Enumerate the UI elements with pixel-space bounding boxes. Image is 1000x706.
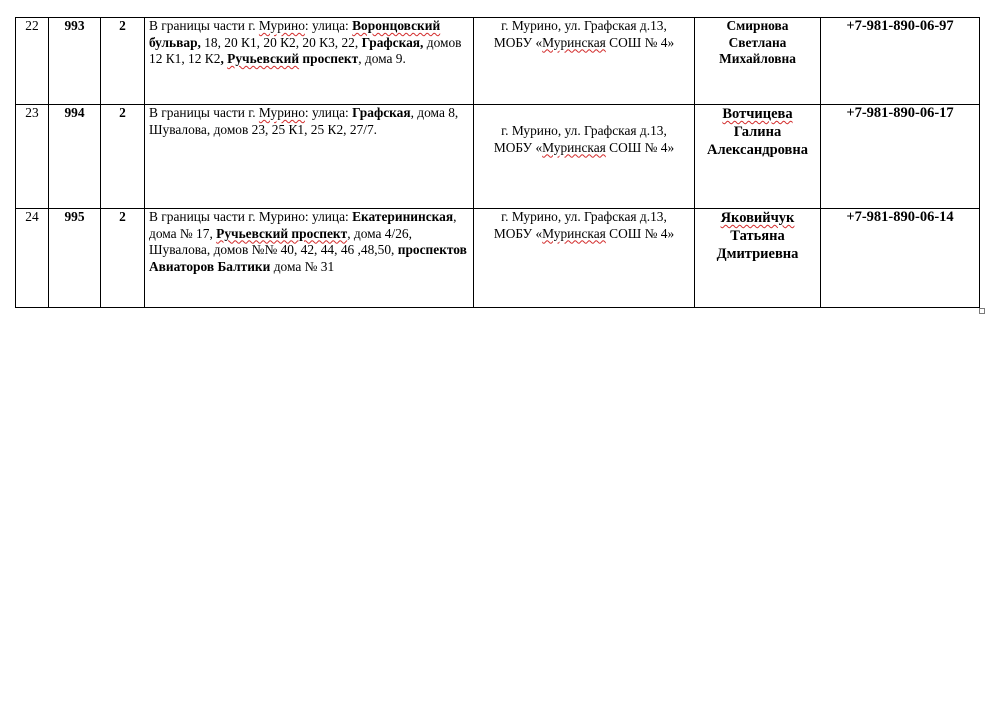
spellcheck-word: Муринская: [542, 225, 606, 241]
address-text: СОШ № 4»: [605, 34, 675, 50]
houses-text: дома № 31: [270, 258, 335, 274]
address-text: СОШ № 4»: [605, 139, 675, 155]
address-line: г. Мурино, ул. Графская д.13,: [501, 18, 667, 33]
houses-text: домов 12 К1, 12 К2: [149, 34, 462, 66]
person-surname: Вотчицева: [722, 106, 793, 122]
address-line: [478, 35, 690, 52]
precinct-code-cell: 993: [49, 18, 101, 105]
address-text: МОБУ «: [493, 34, 543, 50]
person-first-name: Галина: [733, 124, 782, 140]
person-patronymic: Дмитриевна: [716, 246, 799, 262]
row-number-cell: 24: [16, 209, 49, 308]
table-row: [16, 209, 980, 308]
street-name: Ручьевский: [227, 51, 300, 66]
person-cell: [695, 18, 821, 105]
street-separator: ,: [220, 51, 228, 66]
phone-cell: +7-981-890-06-14: [821, 209, 980, 308]
person-surname: Смирнова: [726, 18, 789, 33]
houses-text: , дома 4/26, Шувалова, домов №№ 40, 42, 44, 46 ,48,50,: [149, 225, 412, 257]
seats-cell: 2: [101, 105, 145, 209]
person-first-name: Татьяна: [730, 228, 785, 244]
person-surname: Яковийчук: [720, 210, 795, 226]
boundaries-text: В границы части г. Мурино: улица:: [149, 209, 353, 224]
seats-cell: 2: [101, 18, 145, 105]
boundaries-cell: [145, 105, 474, 209]
boundaries-cell: [145, 18, 474, 105]
address-line: [478, 140, 690, 157]
address-text: МОБУ «: [493, 225, 543, 241]
street-name: Ручьевский проспект: [216, 225, 348, 241]
person-patronymic: Михайловна: [719, 51, 796, 66]
address-text: МОБУ «: [493, 139, 543, 155]
boundaries-text: : улица:: [304, 105, 353, 120]
precinct-code-cell: 994: [49, 105, 101, 209]
street-name: Графская: [352, 105, 411, 120]
street-name: бульвар,: [149, 34, 201, 50]
table-resize-handle[interactable]: [979, 308, 985, 314]
row-number-cell: 23: [16, 105, 49, 209]
houses-text: 18, 20 К1, 20 К2, 20 К3, 22,: [200, 34, 362, 50]
houses-text: , дома № 17,: [149, 209, 457, 241]
person-cell: [695, 105, 821, 209]
boundaries-text: : улица:: [304, 18, 353, 33]
person-cell: [695, 209, 821, 308]
precinct-table: [15, 17, 980, 308]
street-name: Графская,: [361, 34, 424, 50]
address-line: г. Мурино, ул. Графская д.13,: [501, 209, 667, 224]
spellcheck-word: Муринская: [542, 34, 606, 50]
precinct-code-cell: 995: [49, 209, 101, 308]
houses-text: , дома 9.: [358, 51, 406, 66]
table-row: [16, 18, 980, 105]
houses-text: , дома 8, Шувалова, домов 23, 25 К1, 25 К2, 27/7.: [149, 105, 459, 137]
address-cell: [474, 209, 695, 308]
row-number-cell: 22: [16, 18, 49, 105]
person-first-name: Светлана: [728, 34, 787, 50]
table-row: [16, 105, 980, 209]
street-name: проспектов Авиаторов Балтики: [149, 242, 467, 274]
phone-cell: +7-981-890-06-17: [821, 105, 980, 209]
spellcheck-word: Мурино: [258, 105, 305, 120]
spellcheck-word: Муринская: [542, 139, 606, 155]
address-text: СОШ № 4»: [605, 225, 675, 241]
person-patronymic: Александровна: [707, 142, 808, 158]
seats-cell: 2: [101, 209, 145, 308]
spellcheck-word: Мурино: [258, 18, 305, 33]
boundaries-text: В границы части г.: [149, 105, 259, 120]
address-line: [478, 226, 690, 243]
boundaries-text: В границы части г.: [149, 18, 259, 33]
street-name: Воронцовский: [352, 18, 441, 33]
address-cell: [474, 18, 695, 105]
street-name: Екатерининская: [352, 209, 454, 224]
phone-cell: +7-981-890-06-97: [821, 18, 980, 105]
address-cell: [474, 105, 695, 209]
street-name: проспект: [299, 51, 359, 66]
boundaries-cell: [145, 209, 474, 308]
address-line: г. Мурино, ул. Графская д.13,: [501, 123, 667, 138]
